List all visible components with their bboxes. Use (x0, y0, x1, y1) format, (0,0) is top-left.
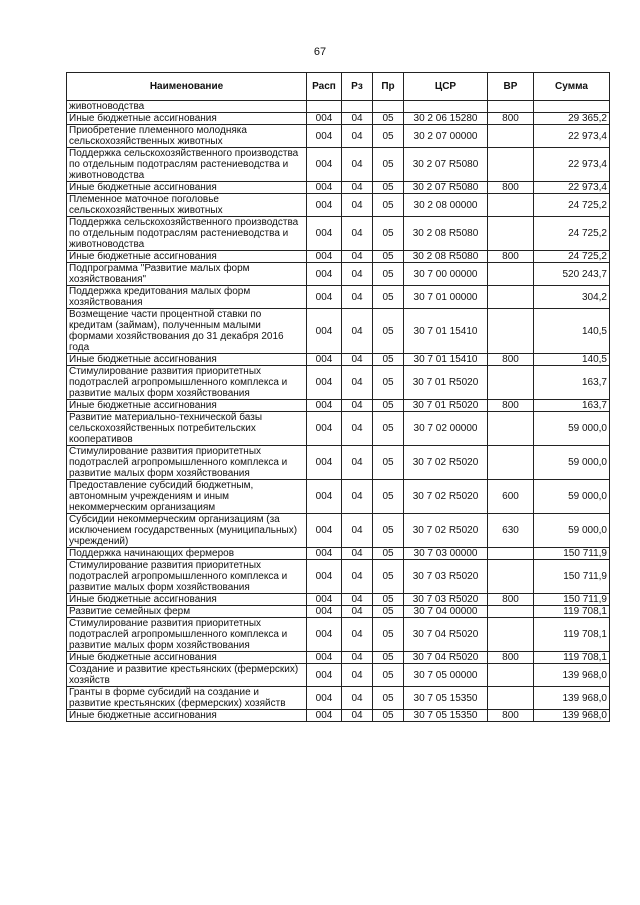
cell-pr: 05 (373, 446, 404, 480)
cell-rz: 04 (342, 263, 373, 286)
cell-csr: 30 2 06 15280 (404, 113, 488, 125)
cell-pr: 05 (373, 710, 404, 722)
cell-name: животноводства (67, 101, 307, 113)
header-name: Наименование (67, 73, 307, 101)
cell-rasp: 004 (307, 446, 342, 480)
cell-rasp: 004 (307, 113, 342, 125)
cell-rasp: 004 (307, 125, 342, 148)
cell-rz: 04 (342, 113, 373, 125)
cell-rasp: 004 (307, 366, 342, 400)
table-row (67, 309, 610, 354)
cell-rz: 04 (342, 251, 373, 263)
cell-rasp: 004 (307, 400, 342, 412)
cell-csr: 30 7 02 R5020 (404, 480, 488, 514)
cell-sum: 119 708,1 (534, 606, 610, 618)
cell-csr: 30 7 03 00000 (404, 548, 488, 560)
cell-vr: 800 (488, 182, 534, 194)
cell-vr (488, 101, 534, 113)
cell-sum: 22 973,4 (534, 148, 610, 182)
cell-name: Иные бюджетные ассигнования (67, 182, 307, 194)
cell-pr: 05 (373, 354, 404, 366)
cell-name: Иные бюджетные ассигнования (67, 113, 307, 125)
cell-name: Иные бюджетные ассигнования (67, 400, 307, 412)
cell-name: Стимулирование развития приоритетных подотраслей агропромышленного комплекса и развитие малых форм хозяйствования (67, 366, 307, 400)
cell-pr: 05 (373, 687, 404, 710)
cell-sum: 140,5 (534, 354, 610, 366)
cell-sum: 24 725,2 (534, 217, 610, 251)
cell-rasp: 004 (307, 412, 342, 446)
cell-sum: 59 000,0 (534, 480, 610, 514)
cell-sum: 139 968,0 (534, 710, 610, 722)
header-csr: ЦСР (404, 73, 488, 101)
cell-name: Развитие материально-технической базы сельскохозяйственных потребительских кооперативов (67, 412, 307, 446)
cell-rasp: 004 (307, 560, 342, 594)
header-sum: Сумма (534, 73, 610, 101)
cell-vr (488, 194, 534, 217)
cell-sum: 139 968,0 (534, 687, 610, 710)
cell-pr: 05 (373, 412, 404, 446)
cell-vr: 600 (488, 480, 534, 514)
cell-rz: 04 (342, 652, 373, 664)
cell-sum: 150 711,9 (534, 594, 610, 606)
cell-vr (488, 366, 534, 400)
cell-rz: 04 (342, 618, 373, 652)
cell-name: Стимулирование развития приоритетных подотраслей агропромышленного комплекса и развитие малых форм хозяйствования (67, 560, 307, 594)
cell-pr: 05 (373, 217, 404, 251)
cell-name: Иные бюджетные ассигнования (67, 652, 307, 664)
cell-pr: 05 (373, 400, 404, 412)
cell-name: Гранты в форме субсидий на создание и развитие крестьянских (фермерских) хозяйств (67, 687, 307, 710)
cell-rz: 04 (342, 594, 373, 606)
cell-vr: 800 (488, 400, 534, 412)
cell-csr: 30 7 01 R5020 (404, 366, 488, 400)
cell-csr: 30 7 01 R5020 (404, 400, 488, 412)
table-row (67, 113, 610, 125)
cell-vr (488, 412, 534, 446)
cell-sum: 520 243,7 (534, 263, 610, 286)
cell-pr: 05 (373, 594, 404, 606)
cell-name: Развитие семейных ферм (67, 606, 307, 618)
cell-pr: 05 (373, 514, 404, 548)
header-vr: ВР (488, 73, 534, 101)
cell-rz: 04 (342, 446, 373, 480)
cell-vr (488, 148, 534, 182)
cell-csr: 30 2 07 R5080 (404, 148, 488, 182)
cell-rz: 04 (342, 309, 373, 354)
cell-csr: 30 7 02 R5020 (404, 446, 488, 480)
cell-csr: 30 7 02 00000 (404, 412, 488, 446)
table-row (67, 412, 610, 446)
cell-vr (488, 309, 534, 354)
cell-rz: 04 (342, 286, 373, 309)
cell-rasp: 004 (307, 354, 342, 366)
cell-rz: 04 (342, 354, 373, 366)
cell-rz: 04 (342, 412, 373, 446)
cell-vr: 800 (488, 251, 534, 263)
budget-table (66, 72, 610, 722)
cell-sum: 150 711,9 (534, 560, 610, 594)
cell-csr: 30 2 07 00000 (404, 125, 488, 148)
cell-sum: 59 000,0 (534, 514, 610, 548)
table-row (67, 618, 610, 652)
cell-vr (488, 664, 534, 687)
cell-name: Стимулирование развития приоритетных подотраслей агропромышленного комплекса и развитие малых форм хозяйствования (67, 446, 307, 480)
cell-sum: 304,2 (534, 286, 610, 309)
cell-vr: 800 (488, 652, 534, 664)
table-row (67, 217, 610, 251)
table-row (67, 354, 610, 366)
cell-sum: 24 725,2 (534, 194, 610, 217)
cell-pr: 05 (373, 263, 404, 286)
cell-sum: 150 711,9 (534, 548, 610, 560)
cell-rasp: 004 (307, 710, 342, 722)
cell-rasp: 004 (307, 263, 342, 286)
cell-rasp: 004 (307, 594, 342, 606)
cell-pr (373, 101, 404, 113)
cell-name: Подпрограмма "Развитие малых форм хозяйствования" (67, 263, 307, 286)
table-row (67, 606, 610, 618)
cell-csr: 30 7 04 R5020 (404, 618, 488, 652)
table-row (67, 652, 610, 664)
cell-csr: 30 7 00 00000 (404, 263, 488, 286)
cell-rz: 04 (342, 664, 373, 687)
cell-pr: 05 (373, 113, 404, 125)
cell-name: Создание и развитие крестьянских (фермерских) хозяйств (67, 664, 307, 687)
cell-pr: 05 (373, 182, 404, 194)
cell-rasp: 004 (307, 687, 342, 710)
header-rz: Рз (342, 73, 373, 101)
cell-pr: 05 (373, 480, 404, 514)
cell-rasp: 004 (307, 251, 342, 263)
cell-name: Иные бюджетные ассигнования (67, 710, 307, 722)
cell-rz (342, 101, 373, 113)
cell-vr (488, 606, 534, 618)
table-row (67, 710, 610, 722)
cell-sum: 140,5 (534, 309, 610, 354)
cell-sum: 119 708,1 (534, 652, 610, 664)
cell-rz: 04 (342, 514, 373, 548)
cell-rz: 04 (342, 366, 373, 400)
cell-rz: 04 (342, 217, 373, 251)
table-row (67, 480, 610, 514)
cell-csr: 30 7 03 R5020 (404, 594, 488, 606)
cell-rasp: 004 (307, 182, 342, 194)
page-number: 67 (313, 46, 327, 58)
cell-csr: 30 7 04 R5020 (404, 652, 488, 664)
cell-rz: 04 (342, 710, 373, 722)
header-rasp: Расп (307, 73, 342, 101)
cell-vr (488, 560, 534, 594)
cell-rasp: 004 (307, 217, 342, 251)
cell-csr: 30 7 01 15410 (404, 354, 488, 366)
cell-name: Стимулирование развития приоритетных подотраслей агропромышленного комплекса и развитие малых форм хозяйствования (67, 618, 307, 652)
cell-csr: 30 2 08 00000 (404, 194, 488, 217)
cell-csr: 30 7 01 15410 (404, 309, 488, 354)
table-row (67, 286, 610, 309)
table-row (67, 514, 610, 548)
cell-pr: 05 (373, 251, 404, 263)
cell-rasp: 004 (307, 194, 342, 217)
table-row (67, 101, 610, 113)
table-row (67, 664, 610, 687)
cell-sum: 22 973,4 (534, 125, 610, 148)
cell-rz: 04 (342, 548, 373, 560)
cell-vr: 800 (488, 594, 534, 606)
cell-vr (488, 446, 534, 480)
cell-name: Поддержка сельскохозяйственного производства по отдельным подотраслям растениеводства и животноводства (67, 148, 307, 182)
cell-name: Субсидии некоммерческим организациям (за исключением государственных (муниципальных) учреждений) (67, 514, 307, 548)
cell-sum: 59 000,0 (534, 412, 610, 446)
cell-pr: 05 (373, 148, 404, 182)
cell-pr: 05 (373, 125, 404, 148)
cell-vr: 800 (488, 113, 534, 125)
cell-vr: 800 (488, 354, 534, 366)
cell-pr: 05 (373, 606, 404, 618)
cell-name: Поддержка начинающих фермеров (67, 548, 307, 560)
cell-name: Приобретение племенного молодняка сельскохозяйственных животных (67, 125, 307, 148)
cell-vr (488, 125, 534, 148)
table-row (67, 548, 610, 560)
cell-pr: 05 (373, 652, 404, 664)
cell-csr: 30 7 01 00000 (404, 286, 488, 309)
table-row (67, 125, 610, 148)
cell-csr: 30 7 03 R5020 (404, 560, 488, 594)
table-row (67, 148, 610, 182)
cell-csr: 30 7 02 R5020 (404, 514, 488, 548)
table-row (67, 366, 610, 400)
cell-name: Иные бюджетные ассигнования (67, 594, 307, 606)
cell-name: Иные бюджетные ассигнования (67, 251, 307, 263)
cell-rz: 04 (342, 606, 373, 618)
cell-vr (488, 687, 534, 710)
table-row (67, 594, 610, 606)
cell-pr: 05 (373, 548, 404, 560)
cell-rz: 04 (342, 182, 373, 194)
cell-rz: 04 (342, 400, 373, 412)
cell-name: Возмещение части процентной ставки по кредитам (займам), полученным малыми формами хозяйствования до 31 декабря 2016 года (67, 309, 307, 354)
cell-name: Иные бюджетные ассигнования (67, 354, 307, 366)
cell-rz: 04 (342, 687, 373, 710)
table-row (67, 400, 610, 412)
cell-rasp: 004 (307, 664, 342, 687)
cell-pr: 05 (373, 309, 404, 354)
cell-csr: 30 2 08 R5080 (404, 251, 488, 263)
cell-rz: 04 (342, 194, 373, 217)
cell-sum: 22 973,4 (534, 182, 610, 194)
table-row (67, 263, 610, 286)
cell-rz: 04 (342, 148, 373, 182)
cell-rasp (307, 101, 342, 113)
cell-rasp: 004 (307, 548, 342, 560)
cell-sum: 119 708,1 (534, 618, 610, 652)
cell-rasp: 004 (307, 309, 342, 354)
table-row (67, 194, 610, 217)
table-row (67, 687, 610, 710)
cell-csr: 30 2 08 R5080 (404, 217, 488, 251)
cell-csr: 30 7 05 15350 (404, 710, 488, 722)
table-row (67, 182, 610, 194)
cell-pr: 05 (373, 366, 404, 400)
cell-rz: 04 (342, 480, 373, 514)
cell-rasp: 004 (307, 652, 342, 664)
cell-pr: 05 (373, 560, 404, 594)
cell-pr: 05 (373, 664, 404, 687)
cell-csr: 30 7 05 00000 (404, 664, 488, 687)
cell-rasp: 004 (307, 480, 342, 514)
cell-csr: 30 7 04 00000 (404, 606, 488, 618)
cell-sum: 24 725,2 (534, 251, 610, 263)
cell-pr: 05 (373, 194, 404, 217)
cell-sum: 59 000,0 (534, 446, 610, 480)
cell-rasp: 004 (307, 618, 342, 652)
cell-rz: 04 (342, 560, 373, 594)
cell-rz: 04 (342, 125, 373, 148)
header-pr: Пр (373, 73, 404, 101)
cell-csr (404, 101, 488, 113)
cell-vr: 800 (488, 710, 534, 722)
table-header-row (67, 73, 610, 101)
cell-name: Поддержка кредитования малых форм хозяйствования (67, 286, 307, 309)
table-row (67, 251, 610, 263)
cell-name: Племенное маточное поголовье сельскохозяйственных животных (67, 194, 307, 217)
cell-rasp: 004 (307, 148, 342, 182)
table-row (67, 560, 610, 594)
cell-pr: 05 (373, 618, 404, 652)
cell-rasp: 004 (307, 286, 342, 309)
table-row (67, 446, 610, 480)
cell-sum (534, 101, 610, 113)
cell-sum: 139 968,0 (534, 664, 610, 687)
cell-vr (488, 263, 534, 286)
cell-sum: 29 365,2 (534, 113, 610, 125)
cell-vr (488, 618, 534, 652)
cell-vr (488, 217, 534, 251)
cell-rasp: 004 (307, 514, 342, 548)
cell-pr: 05 (373, 286, 404, 309)
cell-vr: 630 (488, 514, 534, 548)
cell-csr: 30 7 05 15350 (404, 687, 488, 710)
cell-name: Предоставление субсидий бюджетным, автономным учреждениям и иным некоммерческим организациям (67, 480, 307, 514)
cell-rasp: 004 (307, 606, 342, 618)
cell-vr (488, 548, 534, 560)
cell-sum: 163,7 (534, 400, 610, 412)
cell-sum: 163,7 (534, 366, 610, 400)
cell-name: Поддержка сельскохозяйственного производства по отдельным подотраслям растениеводства и животноводства (67, 217, 307, 251)
cell-vr (488, 286, 534, 309)
cell-csr: 30 2 07 R5080 (404, 182, 488, 194)
